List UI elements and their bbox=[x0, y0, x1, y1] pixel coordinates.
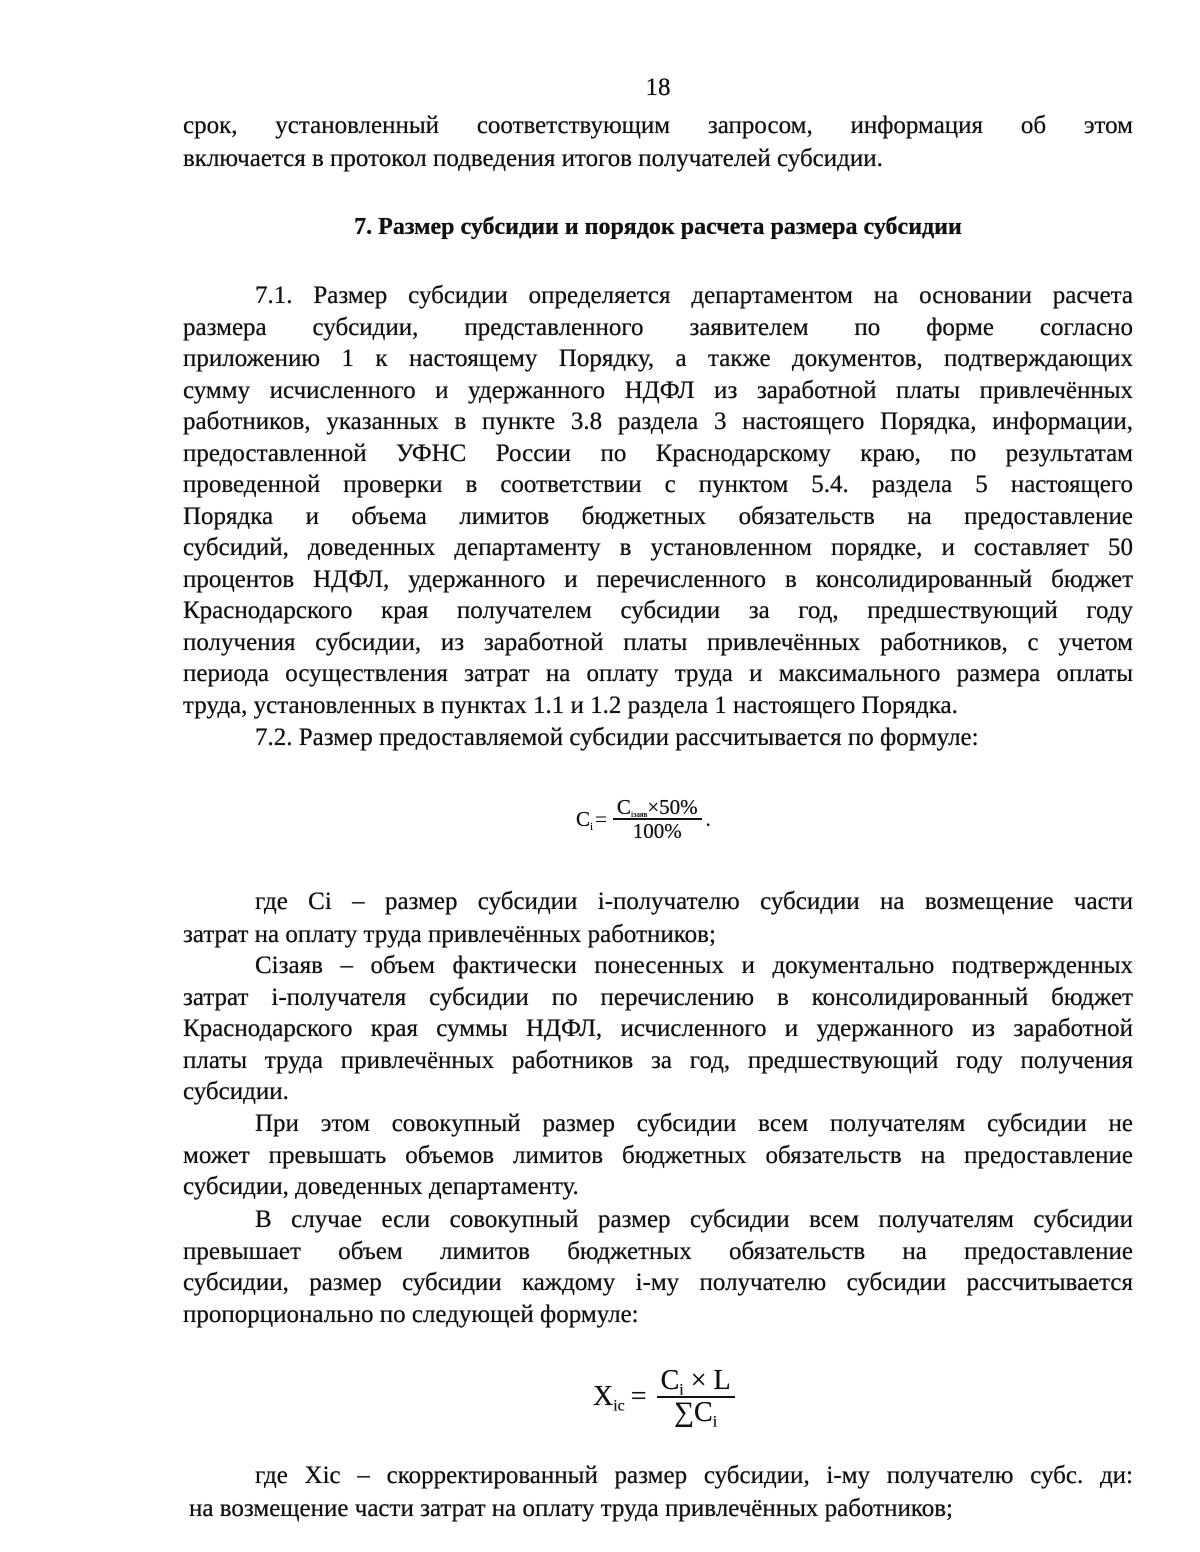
formula-denominator bbox=[670, 1397, 721, 1431]
text-line: превышает объем лимитов бюджетных обязательств на предоставление bbox=[183, 1237, 1133, 1265]
text-line: В случае если совокупный размер субсидии всем получателям субсидии bbox=[255, 1206, 1133, 1233]
formula-equals: = bbox=[595, 806, 607, 831]
text-line: может превышать объемов лимитов бюджетных обязательств на предоставление bbox=[183, 1141, 1133, 1169]
text-line: труда, установленных в пунктах 1.1 и 1.2 раздела 1 настоящего Порядка. bbox=[183, 691, 958, 719]
text-line: где Xic – скорректированный размер субсидии, i-му получателю субс. ди: bbox=[255, 1462, 1133, 1489]
proportional-formula bbox=[593, 1365, 739, 1431]
text-line: субсидии, доведенных департаменту. bbox=[183, 1173, 579, 1200]
text-line: затрат i-получателя субсидии по перечислению в консолидированный бюджет bbox=[183, 983, 1133, 1011]
text-line: проведенной проверки в соответствии с пунктом 5.4. раздела 5 настоящего bbox=[183, 471, 1133, 498]
text-line: затрат на оплату труда привлечённых работников; bbox=[183, 920, 716, 948]
text-line: получения субсидии, из заработной платы привлечённых работников, с учетом bbox=[183, 628, 1133, 656]
text-line: включается в протокол подведения итогов получателей субсидии. bbox=[183, 145, 883, 172]
formula-fraction bbox=[657, 1365, 735, 1431]
formula-fraction bbox=[613, 796, 702, 842]
numerator-rest: ×50% bbox=[647, 795, 698, 819]
text-line: на возмещение части затрат на оплату труда привлечённых работников; bbox=[189, 1495, 953, 1522]
page-number: 18 bbox=[645, 74, 671, 101]
formula-numerator bbox=[613, 796, 702, 818]
formula-period: . bbox=[705, 806, 711, 831]
paragraph-7-2 bbox=[183, 722, 1133, 754]
formula-lhs-base: C bbox=[576, 806, 591, 831]
formula-denominator: 100% bbox=[632, 819, 682, 843]
text-line: При этом совокупный размер субсидии всем получателям субсидии не bbox=[255, 1110, 1133, 1137]
text-line: 7.1. Размер субсидии определяется департаментом на основании расчета bbox=[255, 282, 1133, 309]
numerator-subscript: i bbox=[679, 1381, 684, 1399]
text-line: периода осуществления затрат на оплату труда и максимального размера оплаты bbox=[183, 660, 1133, 687]
paragraph-carryover bbox=[183, 109, 1133, 175]
numerator-base: C bbox=[616, 795, 631, 819]
formula-lhs bbox=[576, 807, 593, 832]
section-heading-block bbox=[183, 212, 1133, 244]
denominator-subscript: i bbox=[712, 1413, 718, 1431]
text-line: процентов НДФЛ, удержанного и перечисленного в консолидированный бюджет bbox=[183, 565, 1133, 593]
paragraph-xic-definition bbox=[183, 1459, 1133, 1525]
text-line: Сiзаяв – объем фактически понесенных и документально подтвержденных bbox=[255, 952, 1133, 979]
paragraph-total-limit bbox=[183, 1108, 1133, 1203]
text-line: 7.2. Размер предоставляемой субсидии рассчитывается по формуле: bbox=[255, 724, 979, 751]
text-line: где Ci – размер субсидии i-получателю субсидии на возмещение части bbox=[255, 888, 1133, 915]
text-line: пропорционально по следующей формуле: bbox=[183, 1300, 639, 1328]
denominator-base: C bbox=[694, 1397, 713, 1428]
sum-symbol: ∑ bbox=[674, 1397, 695, 1428]
text-line: субсидии, размер субсидии каждому i-му получателю субсидии рассчитывается bbox=[183, 1269, 1133, 1296]
text-line: сумму исчисленного и удержанного НДФЛ из заработной платы привлечённых bbox=[183, 376, 1133, 404]
text-line: Краснодарского края суммы НДФЛ, исчисленного и удержанного из заработной bbox=[183, 1015, 1133, 1042]
formula-lhs-subscript: i bbox=[590, 820, 594, 833]
text-line: приложению 1 к настоящему Порядку, а также документов, подтверждающих bbox=[183, 345, 1133, 372]
text-line: срок, установленный соответствующим запросом, информация об этом bbox=[183, 112, 1133, 139]
text-line: субсидии. bbox=[183, 1078, 289, 1105]
text-line: предоставленной УФНС России по Краснодарскому краю, по результатам bbox=[183, 439, 1133, 467]
paragraph-ci-zayav-definition bbox=[183, 950, 1133, 1108]
numerator-base: C bbox=[660, 1365, 680, 1396]
text-line: размера субсидии, представленного заявителем по форме согласно bbox=[183, 313, 1133, 341]
formula-lhs-subscript: ic bbox=[613, 1397, 625, 1415]
text-line: работников, указанных в пункте 3.8 раздела 3 настоящего Порядка, информации, bbox=[183, 408, 1133, 435]
paragraph-proportional bbox=[183, 1204, 1133, 1330]
paragraph-7-1 bbox=[183, 280, 1133, 721]
text-line: платы труда привлечённых работников за год, предшествующий году получения bbox=[183, 1046, 1133, 1074]
text-line: Порядка и объема лимитов бюджетных обязательств на предоставление bbox=[183, 502, 1133, 530]
formula-equals: = bbox=[630, 1381, 647, 1412]
text-line: Краснодарского края получателем субсидии за год, предшествующий году bbox=[183, 597, 1133, 624]
numerator-rest: × L bbox=[683, 1365, 731, 1396]
paragraph-ci-definition bbox=[183, 886, 1133, 950]
numerator-subscript: iзаяв bbox=[630, 809, 648, 819]
text-line: субсидий, доведенных департаменту в установленном порядке, и составляет 50 bbox=[183, 534, 1133, 561]
formula-lhs bbox=[593, 1381, 625, 1413]
section-heading: 7. Размер субсидии и порядок расчета размера субсидии bbox=[354, 214, 962, 240]
subsidy-formula bbox=[576, 796, 711, 842]
formula-lhs-base: X bbox=[593, 1381, 614, 1412]
formula-numerator bbox=[657, 1365, 735, 1399]
